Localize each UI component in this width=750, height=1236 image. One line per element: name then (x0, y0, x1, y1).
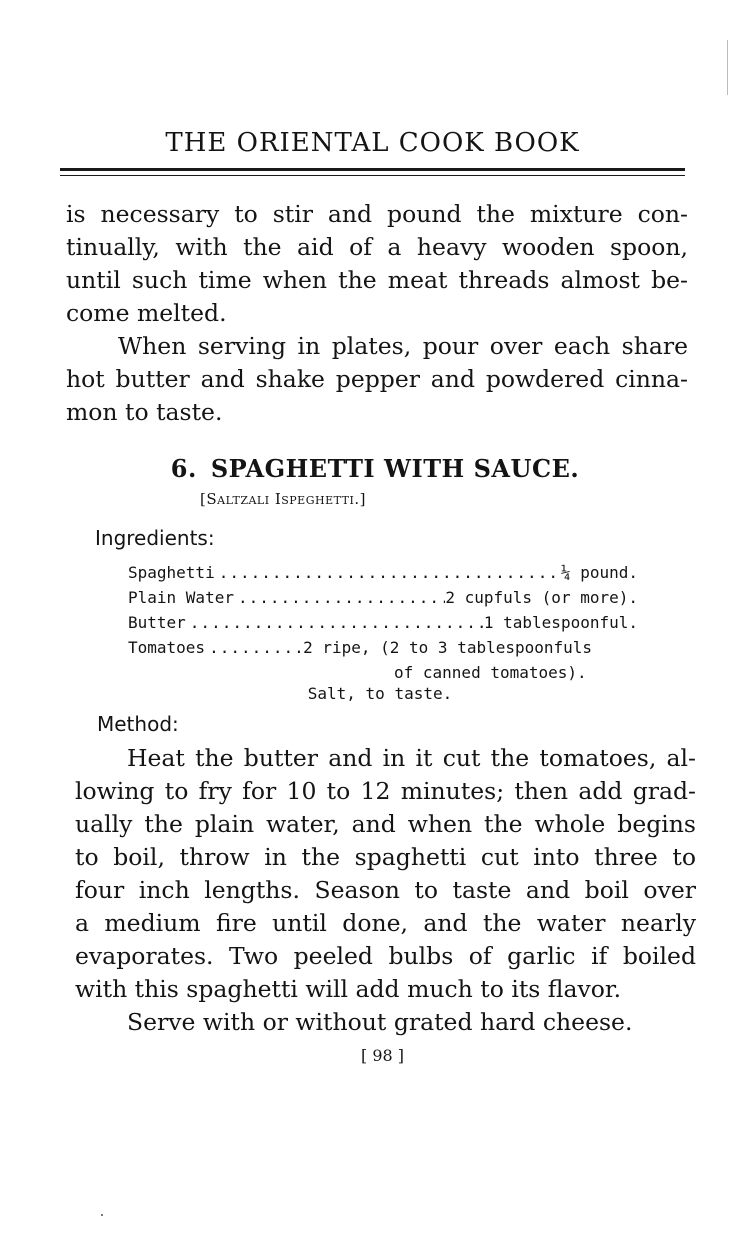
leader-dots (205, 635, 303, 660)
running-head: THE ORIENTAL COOK BOOK (165, 128, 580, 158)
continuation-paragraph (66, 198, 688, 330)
page-number: [ 98 ] (360, 1046, 404, 1065)
serve-line: Serve with or without grated hard cheese. (127, 1008, 633, 1036)
text-line: a medium fire until done, and the water nearly (75, 909, 696, 937)
ingredients-label: Ingredients: (95, 526, 215, 550)
text-line: come melted. (66, 299, 227, 327)
method-label: Method: (97, 712, 179, 736)
ingredient-name: Butter (128, 613, 186, 632)
text-line: with this spaghetti will add much to its flavor. (75, 975, 622, 1003)
ingredient-name: Plain Water (128, 588, 234, 607)
ingredient-qty: ¼ pound. (560, 563, 638, 582)
leader-dots (215, 560, 561, 585)
ingredient-qty: 2 ripe, (2 to 3 tablespoonfuls (303, 638, 593, 657)
recipe-title (0, 454, 750, 483)
ingredient-name: Spaghetti (128, 563, 215, 582)
serving-paragraph (66, 330, 688, 429)
text-line: mon to taste. (66, 398, 223, 426)
ingredient-row (128, 560, 638, 585)
header-rule-thick (60, 168, 685, 171)
text-line: ually the plain water, and when the whole begins (75, 810, 696, 838)
ingredients-list (128, 560, 638, 685)
ingredient-row (128, 635, 638, 660)
leader-dots (186, 610, 484, 635)
text-line: is necessary to stir and pound the mixture con- (66, 200, 688, 228)
ingredient-continuation: of canned tomatoes). (394, 663, 587, 682)
ingredient-row (128, 585, 638, 610)
text-line: When serving in plates, pour over each share (118, 332, 688, 360)
text-line: until such time when the meat threads almost be- (66, 266, 688, 294)
scan-speck (101, 1214, 103, 1216)
ingredient-name: Tomatoes (128, 638, 206, 657)
salt-line: Salt, to taste. (307, 684, 453, 703)
leader-dots (234, 585, 445, 610)
text-line: hot butter and shake pepper and powdered cinna- (66, 365, 688, 393)
recipe-title-text: SPAGHETTI WITH SAUCE. (210, 454, 580, 483)
text-line: evaporates. Two peeled bulbs of garlic if boiled (75, 942, 696, 970)
text-line: tinually, with the aid of a heavy wooden spoon, (66, 233, 688, 261)
text-line: lowing to fry for 10 to 12 minutes; then add grad- (75, 777, 696, 805)
text-line: four inch lengths. Season to taste and boil over (75, 876, 696, 904)
ingredient-qty: 2 cupfuls (or more). (445, 588, 638, 607)
text-line: Heat the butter and in it cut the tomatoes, al- (127, 744, 696, 772)
method-paragraph (75, 742, 696, 1039)
recipe-subtitle: [Saltzali Ispeghetti.] (200, 490, 366, 508)
ingredient-row (128, 610, 638, 635)
ingredient-qty: 1 tablespoonful. (483, 613, 638, 632)
header-rule-thin (60, 175, 685, 176)
text-line: to boil, throw in the spaghetti cut into three to (75, 843, 696, 871)
scan-edge-mark (727, 40, 728, 95)
recipe-number: 6. (170, 454, 197, 483)
